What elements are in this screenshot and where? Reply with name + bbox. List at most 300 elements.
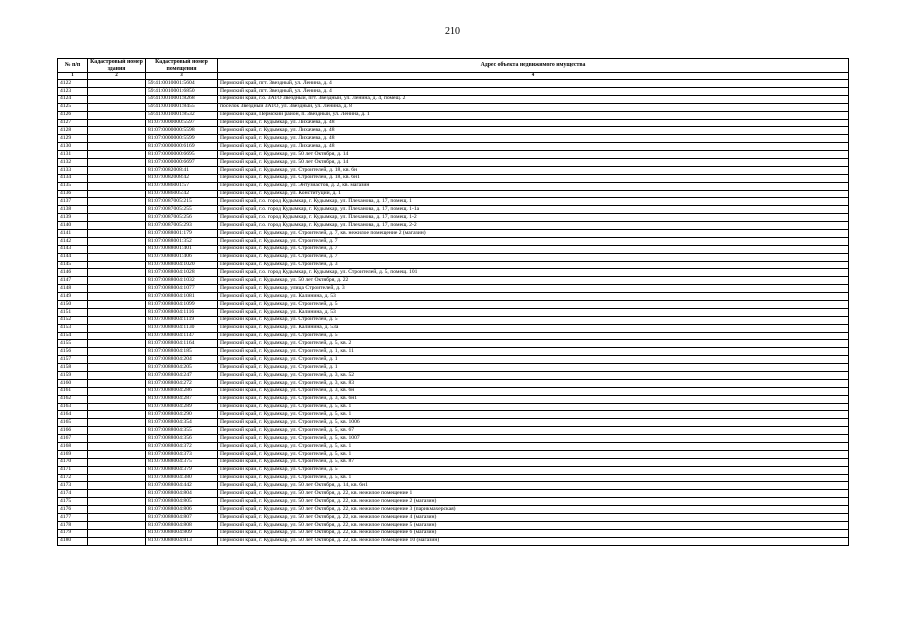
row-number: 4144 (58, 253, 88, 261)
row-number: 4137 (58, 198, 88, 206)
property-address: Пермский край, г.о. город Кудымкар, г. Кудымкар, ул. Плеханова, д. 17, помещ. 1-1а (218, 206, 849, 214)
row-number: 4125 (58, 103, 88, 111)
building-cadastral-number (88, 95, 146, 103)
building-cadastral-number (88, 450, 146, 458)
property-address: Пермский край, г. Кудымкар, ул. Калинина, д. 53 (218, 308, 849, 316)
building-cadastral-number (88, 482, 146, 490)
property-address: Пермский край, г.о. ЗАТО Звездный, пгт. Звездный, ул. Ленина, д. 4, помещ. 2 (218, 95, 849, 103)
table-row (58, 395, 849, 403)
row-number: 4172 (58, 474, 88, 482)
property-address: Пермский край, г. Кудымкар, ул. Строителей, д. 7 (218, 253, 849, 261)
table-row (58, 324, 849, 332)
premises-cadastral-number: 81:07:0088004:807 (146, 514, 218, 522)
row-number: 4129 (58, 135, 88, 143)
property-address: Пермский край, г. Кудымкар, ул. Конституции, д. 1 (218, 190, 849, 198)
property-address: Пермский край, г. Кудымкар, ул. Калинина, д. 53а (218, 324, 849, 332)
building-cadastral-number (88, 127, 146, 135)
premises-cadastral-number: 81:07:0000000:5597 (146, 119, 218, 127)
building-cadastral-number (88, 87, 146, 95)
premises-cadastral-number: 59:41:0010001:8532 (146, 111, 218, 119)
table-row (58, 301, 849, 309)
property-address: Пермский край, г. Кудымкар, ул. 50 лет Октября, д. 22, кв. нежилое помещение 10 (магазин) (218, 537, 849, 545)
table-row (58, 537, 849, 545)
property-address: Пермский край, Пермский район, п. Звездный, ул. Ленина, д. 1 (218, 111, 849, 119)
table-header-row (58, 59, 849, 73)
premises-cadastral-number: 59:41:0010001:6850 (146, 87, 218, 95)
building-cadastral-number (88, 166, 146, 174)
premises-cadastral-number: 81:07:0088004:380 (146, 474, 218, 482)
row-number: 4162 (58, 395, 88, 403)
premises-cadastral-number: 81:07:0088004:1032 (146, 277, 218, 285)
table-row (58, 403, 849, 411)
table-row (58, 474, 849, 482)
row-number: 4167 (58, 435, 88, 443)
row-number: 4128 (58, 127, 88, 135)
table-row (58, 427, 849, 435)
building-cadastral-number (88, 521, 146, 529)
building-cadastral-number (88, 340, 146, 348)
table-row (58, 506, 849, 514)
table-row (58, 80, 849, 88)
property-address: Пермский край, г. Кудымкар, ул. Строителей, д. 3 (218, 261, 849, 269)
table-row (58, 277, 849, 285)
table-row (58, 379, 849, 387)
building-cadastral-number (88, 261, 146, 269)
row-number: 4165 (58, 419, 88, 427)
building-cadastral-number (88, 498, 146, 506)
premises-cadastral-number: 81:07:0088004:185 (146, 348, 218, 356)
premises-cadastral-number: 81:07:0086001:57 (146, 182, 218, 190)
row-number: 4142 (58, 237, 88, 245)
table-row (58, 498, 849, 506)
building-cadastral-number (88, 324, 146, 332)
table-row (58, 387, 849, 395)
row-number: 4169 (58, 450, 88, 458)
table-row (58, 269, 849, 277)
row-number: 4177 (58, 514, 88, 522)
property-address: Пермский край, г. Кудымкар, ул. 50 лет Октября, д. 14 (218, 151, 849, 159)
property-address: Пермский край, г. Кудымкар, ул. Строителей, д. 5, кв. 2 (218, 340, 849, 348)
property-address: Пермский край, г. Кудымкар, ул. Строителей, д. 5, кв. 1007 (218, 435, 849, 443)
table-row (58, 340, 849, 348)
building-cadastral-number (88, 308, 146, 316)
building-cadastral-number (88, 443, 146, 451)
row-number: 4149 (58, 293, 88, 301)
row-number: 4161 (58, 387, 88, 395)
row-number: 4124 (58, 95, 88, 103)
table-row (58, 443, 849, 451)
row-number: 4170 (58, 458, 88, 466)
table-row (58, 490, 849, 498)
table-row (58, 95, 849, 103)
table-row (58, 482, 849, 490)
property-address: Пермский край, г. Кудымкар, ул. 50 лет Октября, д. 22, кв. нежилое помещение 4 (магазин) (218, 514, 849, 522)
table-row (58, 127, 849, 135)
row-number: 4175 (58, 498, 88, 506)
property-address: Пермский край, г. Кудымкар, ул. Строителей, д. 5 (218, 316, 849, 324)
property-address: Пермский край, г. Кудымкар, ул. Строителей, д. 3, кв. 6н (218, 387, 849, 395)
property-address: Пермский край, г. Кудымкар, ул. Строителей, д. 7 (218, 245, 849, 253)
property-address: Пермский край, г.о. город Кудымкар, г. Кудымкар, ул. Плеханова, д. 17, помещ. 2-2 (218, 222, 849, 230)
building-cadastral-number (88, 135, 146, 143)
row-number: 4136 (58, 190, 88, 198)
property-address: Пермский край, г. Кудымкар, ул. Строителей, д. 1 (218, 356, 849, 364)
row-number: 4133 (58, 166, 88, 174)
table-row (58, 182, 849, 190)
building-cadastral-number (88, 182, 146, 190)
building-cadastral-number (88, 293, 146, 301)
table-row (58, 174, 849, 182)
table-row (58, 135, 849, 143)
row-number: 4160 (58, 379, 88, 387)
row-number: 4127 (58, 119, 88, 127)
row-number: 4148 (58, 285, 88, 293)
row-number: 4153 (58, 324, 88, 332)
property-address: Пермский край, г. Кудымкар, ул. Строителей, д. 1, кв. 11 (218, 348, 849, 356)
premises-cadastral-number: 81:07:0088004:806 (146, 506, 218, 514)
table-row (58, 119, 849, 127)
building-cadastral-number (88, 537, 146, 545)
table-row (58, 206, 849, 214)
premises-cadastral-number: 81:07:0088004:1164 (146, 340, 218, 348)
column-number: 3 (146, 73, 218, 80)
table-row (58, 293, 849, 301)
column-header-number: № п/п (58, 59, 88, 73)
building-cadastral-number (88, 458, 146, 466)
premises-cadastral-number: 81:07:0088004:379 (146, 466, 218, 474)
building-cadastral-number (88, 214, 146, 222)
building-cadastral-number (88, 229, 146, 237)
row-number: 4135 (58, 182, 88, 190)
premises-cadastral-number: 81:07:0088001:179 (146, 229, 218, 237)
premises-cadastral-number: 81:07:0082008:41 (146, 166, 218, 174)
table-row (58, 450, 849, 458)
table-row (58, 222, 849, 230)
row-number: 4168 (58, 443, 88, 451)
property-address: Пермский край, г. Кудымкар, ул. Лихачева, д. 48 (218, 127, 849, 135)
property-address: Пермский край, г. Кудымкар, ул. Строителей, д. 5, кв. 87 (218, 458, 849, 466)
row-number: 4151 (58, 308, 88, 316)
row-number: 4155 (58, 340, 88, 348)
building-cadastral-number (88, 253, 146, 261)
table-row (58, 111, 849, 119)
property-address: Пермский край, г. Кудымкар, ул. Строителей, д. 5, кв. 1006 (218, 419, 849, 427)
property-register-table (57, 58, 849, 546)
building-cadastral-number (88, 506, 146, 514)
table-row (58, 458, 849, 466)
building-cadastral-number (88, 466, 146, 474)
row-number: 4180 (58, 537, 88, 545)
premises-cadastral-number: 81:07:0088004:372 (146, 443, 218, 451)
table-row (58, 356, 849, 364)
property-address: Пермский край, г. Кудымкар, ул. Строителей, д. 7, кв. нежилое помещение 2 (магазин) (218, 229, 849, 237)
building-cadastral-number (88, 419, 146, 427)
table-row (58, 229, 849, 237)
row-number: 4152 (58, 316, 88, 324)
property-address: Пермский край, г. Кудымкар, ул. 50 лет Октября, д. 14 (218, 158, 849, 166)
building-cadastral-number (88, 158, 146, 166)
property-address: Пермский край, г. Кудымкар, ул. 50 лет Октября, д. 14, кв. 6н1 (218, 482, 849, 490)
column-number: 1 (58, 73, 88, 80)
table-row (58, 466, 849, 474)
property-address: Пермский край, г. Кудымкар, ул. Лихачева, д. 48 (218, 135, 849, 143)
property-address: Пермский край, г. Кудымкар, ул. 50 лет Октября, д. 22, кв. нежилое помещение 3 (парикмахерская) (218, 506, 849, 514)
row-number: 4163 (58, 403, 88, 411)
table-row (58, 237, 849, 245)
row-number: 4157 (58, 356, 88, 364)
premises-cadastral-number: 81:07:0088004:375 (146, 458, 218, 466)
premises-cadastral-number: 59:41:0010001:8455 (146, 103, 218, 111)
premises-cadastral-number: 81:07:0088004:356 (146, 435, 218, 443)
table-row (58, 190, 849, 198)
row-number: 4178 (58, 521, 88, 529)
premises-cadastral-number: 81:07:0087005:215 (146, 198, 218, 206)
building-cadastral-number (88, 348, 146, 356)
building-cadastral-number (88, 237, 146, 245)
premises-cadastral-number: 81:07:0088004:205 (146, 364, 218, 372)
building-cadastral-number (88, 332, 146, 340)
property-address: Пермский край, г. Кудымкар, ул. Строителей, д. 18, кв. 6н1 (218, 174, 849, 182)
table-row (58, 332, 849, 340)
building-cadastral-number (88, 277, 146, 285)
property-address: Пермский край, г. Кудымкар, ул. Строителей, д. 5, кв. 67 (218, 427, 849, 435)
row-number: 4130 (58, 143, 88, 151)
property-address: поселок Звездный ЗАТО, ул. Звездный, ул. Ленина, д. 8 (218, 103, 849, 111)
premises-cadastral-number: 81:07:0088004:1077 (146, 285, 218, 293)
building-cadastral-number (88, 514, 146, 522)
property-address: Пермский край, г. Кудымкар, ул. Строителей, д. 5 (218, 466, 849, 474)
property-address: Пермский край, г. Кудымкар, улица Строителей, д. 3 (218, 285, 849, 293)
premises-cadastral-number: 81:07:0088004:354 (146, 419, 218, 427)
premises-cadastral-number: 81:07:0082008:42 (146, 174, 218, 182)
property-address: Пермский край, г. Кудымкар, ул. Строителей, д. 5, кв. 1 (218, 443, 849, 451)
premises-cadastral-number: 81:07:0088001:406 (146, 253, 218, 261)
property-address: Пермский край, г. Кудымкар, ул. Строителей, д. 5, кв. 1 (218, 403, 849, 411)
premises-cadastral-number: 81:07:0088004:286 (146, 387, 218, 395)
property-address: Пермский край, г. Кудымкар, ул. Строителей, д. 5, кв. 1 (218, 411, 849, 419)
premises-cadastral-number: 81:07:0088004:1119 (146, 316, 218, 324)
premises-cadastral-number: 81:07:0088001:401 (146, 245, 218, 253)
property-address: Пермский край, г. Кудымкар, ул. 50 лет Октября, д. 22, кв. нежилое помещение 5 (магазин) (218, 521, 849, 529)
row-number: 4174 (58, 490, 88, 498)
premises-cadastral-number: 81:07:0086005:42 (146, 190, 218, 198)
building-cadastral-number (88, 245, 146, 253)
premises-cadastral-number: 81:07:0087005:255 (146, 206, 218, 214)
table-row (58, 411, 849, 419)
premises-cadastral-number: 81:07:0087005:256 (146, 214, 218, 222)
property-address: Пермский край, г. Кудымкар, ул. Строителей, д. 3, кв. 83 (218, 379, 849, 387)
premises-cadastral-number: 81:07:0088004:1028 (146, 269, 218, 277)
table-row (58, 87, 849, 95)
premises-cadastral-number: 81:07:0088004:442 (146, 482, 218, 490)
table-row (58, 285, 849, 293)
property-address: Пермский край, г. Кудымкар, ул. Строителей, д. 5, кв. 1 (218, 474, 849, 482)
building-cadastral-number (88, 206, 146, 214)
property-address: Пермский край, г.о. город Кудымкар, г. Кудымкар, ул. Строителей, д. 5, помещ. 101 (218, 269, 849, 277)
row-number: 4139 (58, 214, 88, 222)
premises-cadastral-number: 81:07:0088004:1130 (146, 324, 218, 332)
building-cadastral-number (88, 111, 146, 119)
column-header-premises-cadastral: Кадастровый номер помещения (146, 59, 218, 73)
premises-cadastral-number: 81:07:0088001:352 (146, 237, 218, 245)
premises-cadastral-number: 81:07:0088004:1116 (146, 308, 218, 316)
column-number-row (58, 73, 849, 80)
premises-cadastral-number: 81:07:0000000:6697 (146, 158, 218, 166)
table-row (58, 245, 849, 253)
premises-cadastral-number: 81:07:0088004:204 (146, 356, 218, 364)
row-number: 4138 (58, 206, 88, 214)
premises-cadastral-number: 81:07:0088004:1081 (146, 293, 218, 301)
property-address: Пермский край, г. Кудымкар, ул. 50 лет Октября, д. 22, кв. нежилое помещение 2 (магазин) (218, 498, 849, 506)
premises-cadastral-number: 81:07:0088004:809 (146, 529, 218, 537)
building-cadastral-number (88, 174, 146, 182)
row-number: 4131 (58, 151, 88, 159)
property-address: Пермский край, г. Кудымкар, ул. 50 лет Октября, д. 22, кв. нежилое помещение 1 (218, 490, 849, 498)
row-number: 4143 (58, 245, 88, 253)
building-cadastral-number (88, 529, 146, 537)
column-number: 4 (218, 73, 849, 80)
table-row (58, 158, 849, 166)
building-cadastral-number (88, 435, 146, 443)
row-number: 4146 (58, 269, 88, 277)
table-row (58, 308, 849, 316)
premises-cadastral-number: 81:07:0088004:1147 (146, 332, 218, 340)
premises-cadastral-number: 81:07:0088004:805 (146, 498, 218, 506)
table-row (58, 514, 849, 522)
building-cadastral-number (88, 387, 146, 395)
premises-cadastral-number: 81:07:0088004:290 (146, 411, 218, 419)
row-number: 4147 (58, 277, 88, 285)
table-body (58, 80, 849, 546)
building-cadastral-number (88, 301, 146, 309)
row-number: 4164 (58, 411, 88, 419)
property-address: Пермский край, г. Кудымкар, ул. Строителей, д. 5 (218, 301, 849, 309)
premises-cadastral-number: 81:07:0088004:813 (146, 537, 218, 545)
table-row (58, 198, 849, 206)
building-cadastral-number (88, 80, 146, 88)
property-address: Пермский край, г. Кудымкар, ул. Лихачева, д. 48 (218, 119, 849, 127)
building-cadastral-number (88, 103, 146, 111)
table-row (58, 348, 849, 356)
table-row (58, 529, 849, 537)
table-row (58, 151, 849, 159)
building-cadastral-number (88, 190, 146, 198)
table-row (58, 316, 849, 324)
building-cadastral-number (88, 474, 146, 482)
building-cadastral-number (88, 372, 146, 380)
building-cadastral-number (88, 151, 146, 159)
premises-cadastral-number: 81:07:0088004:373 (146, 450, 218, 458)
property-address: Пермский край, г. Кудымкар, ул. Калинина, д. 53 (218, 293, 849, 301)
row-number: 4171 (58, 466, 88, 474)
premises-cadastral-number: 81:07:0000000:6169 (146, 143, 218, 151)
building-cadastral-number (88, 269, 146, 277)
table-row (58, 419, 849, 427)
building-cadastral-number (88, 316, 146, 324)
row-number: 4122 (58, 80, 88, 88)
premises-cadastral-number: 81:07:0088004:247 (146, 372, 218, 380)
table-row (58, 372, 849, 380)
building-cadastral-number (88, 119, 146, 127)
property-address: Пермский край, г. Кудымкар, ул. 50 лет Октября, д. 22 (218, 277, 849, 285)
table-row (58, 143, 849, 151)
column-header-building-cadastral: Кадастровый номер здания (88, 59, 146, 73)
building-cadastral-number (88, 198, 146, 206)
property-address: Пермский край, г. Кудымкар, ул. Строителей, д. 1 (218, 364, 849, 372)
building-cadastral-number (88, 222, 146, 230)
property-address: Пермский край, г. Кудымкар, ул. Строителей, д. 7 (218, 237, 849, 245)
building-cadastral-number (88, 379, 146, 387)
row-number: 4173 (58, 482, 88, 490)
table-row (58, 435, 849, 443)
premises-cadastral-number: 81:07:0000000:6695 (146, 151, 218, 159)
building-cadastral-number (88, 403, 146, 411)
property-address: Пермский край, г. Кудымкар, ул. Строителей, д. 3, кв. 52 (218, 372, 849, 380)
column-header-address: Адрес объекта недвижимого имущества (218, 59, 849, 73)
table-row (58, 253, 849, 261)
premises-cadastral-number: 81:07:0088004:272 (146, 379, 218, 387)
premises-cadastral-number: 59:41:0010001:8268 (146, 95, 218, 103)
premises-cadastral-number: 81:07:0000000:5598 (146, 127, 218, 135)
property-address: Пермский край, г. Кудымкар, ул. 50 лет Октября, д. 22, кв. нежилое помещение 6 (магазин) (218, 529, 849, 537)
row-number: 4150 (58, 301, 88, 309)
row-number: 4132 (58, 158, 88, 166)
premises-cadastral-number: 59:41:0010001:5604 (146, 80, 218, 88)
building-cadastral-number (88, 490, 146, 498)
building-cadastral-number (88, 143, 146, 151)
building-cadastral-number (88, 364, 146, 372)
table-row (58, 166, 849, 174)
table-row (58, 364, 849, 372)
property-address: Пермский край, пгт. Звездный, ул. Ленина, д. 4 (218, 87, 849, 95)
premises-cadastral-number: 81:07:0088004:355 (146, 427, 218, 435)
premises-cadastral-number: 81:07:0088004:1020 (146, 261, 218, 269)
property-address: Пермский край, г.о. город Кудымкар, г. Кудымкар, ул. Плеханова, д. 17, помещ. 1 (218, 198, 849, 206)
row-number: 4123 (58, 87, 88, 95)
table-row (58, 521, 849, 529)
row-number: 4141 (58, 229, 88, 237)
row-number: 4126 (58, 111, 88, 119)
premises-cadastral-number: 81:07:0088004:289 (146, 403, 218, 411)
property-address: Пермский край, пгт. Звездный, ул. Ленина, д. 4 (218, 80, 849, 88)
premises-cadastral-number: 81:07:0088004:287 (146, 395, 218, 403)
page-number: 210 (445, 26, 460, 37)
premises-cadastral-number: 81:07:0087005:293 (146, 222, 218, 230)
building-cadastral-number (88, 427, 146, 435)
property-address: Пермский край, г. Кудымкар, ул. Энтузиастов, д. 2, кв. магазин (218, 182, 849, 190)
row-number: 4176 (58, 506, 88, 514)
column-number: 2 (88, 73, 146, 80)
premises-cadastral-number: 81:07:0088004:808 (146, 521, 218, 529)
table-row (58, 103, 849, 111)
row-number: 4166 (58, 427, 88, 435)
property-address: Пермский край, г. Кудымкар, ул. Лихачева, д. 48 (218, 143, 849, 151)
property-address: Пермский край, г. Кудымкар, ул. Строителей, д. 5, кв. 1 (218, 450, 849, 458)
property-address: Пермский край, г. Кудымкар, ул. Строителей, д. 3, кв. 6н1 (218, 395, 849, 403)
row-number: 4159 (58, 372, 88, 380)
row-number: 4179 (58, 529, 88, 537)
property-address: Пермский край, г. Кудымкар, ул. Строителей, д. 18, кв. 6н (218, 166, 849, 174)
building-cadastral-number (88, 411, 146, 419)
table-row (58, 214, 849, 222)
premises-cadastral-number: 81:07:0000000:5599 (146, 135, 218, 143)
premises-cadastral-number: 81:07:0088004:804 (146, 490, 218, 498)
row-number: 4156 (58, 348, 88, 356)
row-number: 4140 (58, 222, 88, 230)
building-cadastral-number (88, 356, 146, 364)
row-number: 4134 (58, 174, 88, 182)
property-address: Пермский край, г. Кудымкар, ул. Строителей, д. 5 (218, 332, 849, 340)
